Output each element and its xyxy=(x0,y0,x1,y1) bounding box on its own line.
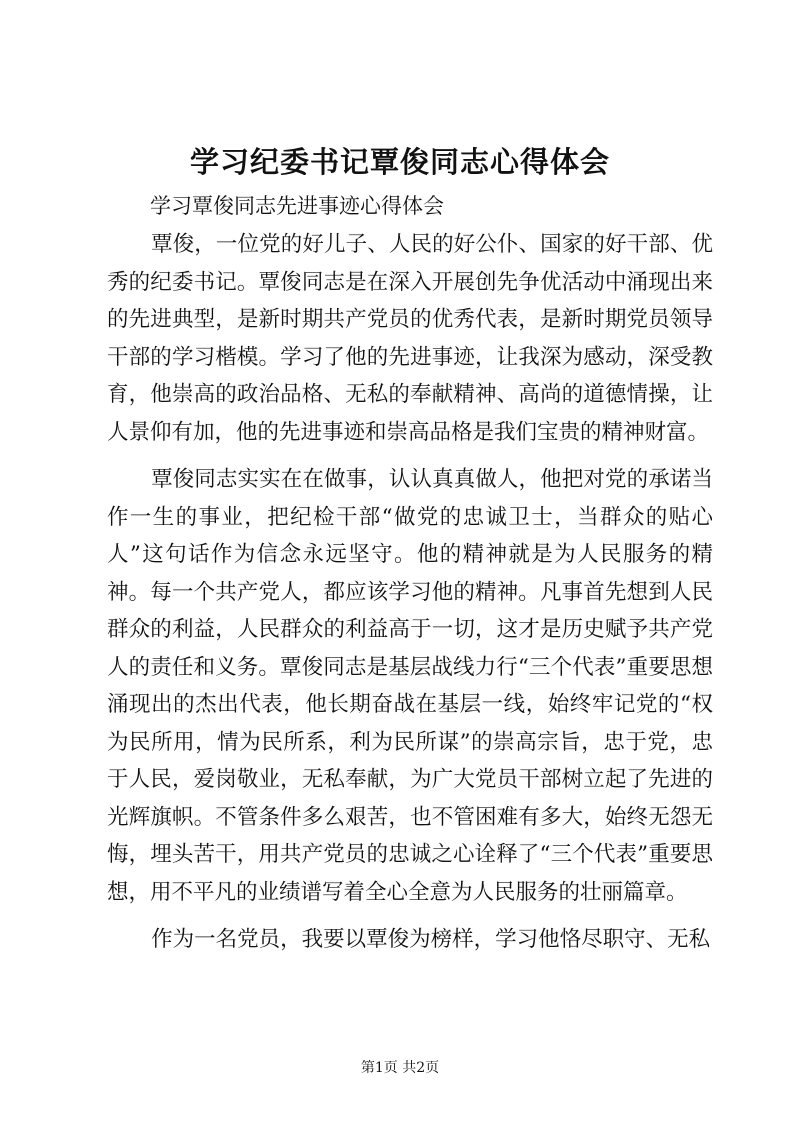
document-subtitle: 学习覃俊同志先进事迹心得体会 xyxy=(150,194,444,218)
paragraph-3: 作为一名党员，我要以覃俊为榜样，学习他恪尽职守、无私 xyxy=(151,927,711,952)
paragraph-2: 覃俊同志实实在在做事，认认真真做人，他把对党的承诺当作一生的事业，把纪检干部“做党的忠诚卫士，当群众的贴心人”这句话作为信念永远坚守。他的精神就是为人民服务的精神。每一个共产党人，都应该学习他的精神。凡事首先想到人民群众的利益，人民群众的利益高于一切，这才是历史赋予共产党人的责任和义务。覃俊同志是基层战线力行“三个代表”重要思想涌现出的杰出代表，他长期奋战在基层一线，始终牢记党的“权为民所用，情为民所系，利为民所谋”的崇高宗旨，忠于党，忠于人民，爱岗敬业，无私奉献，为广大党员干部树立起了先进的光辉旗帜。不管条件多么艰苦，也不管困难有多大，始终无怨无悔，埋头苦干，用共产党员的忠诚之心诠释了“三个代表”重要思想，用不平凡的业绩谱写着全心全意为人民服务的壮丽篇章。 xyxy=(107,467,713,905)
paragraph-1: 覃俊，一位党的好儿子、人民的好公仆、国家的好干部、优秀的纪委书记。覃俊同志是在深入开展创先争优活动中涌现出来的先进典型，是新时期共产党员的优秀代表，是新时期党员领导干部的学习楷模。学习了他的先进事迹，让我深为感动，深受教育，他崇高的政治品格、无私的奉献精神、高尚的道德情操，让人景仰有加，他的先进事迹和崇高品格是我们宝贵的精神财富。 xyxy=(107,232,713,445)
document-body xyxy=(107,226,713,969)
document-title: 学习纪委书记覃俊同志心得体会 xyxy=(189,145,610,179)
page-footer: 第1页 共2页 xyxy=(360,1060,440,1076)
